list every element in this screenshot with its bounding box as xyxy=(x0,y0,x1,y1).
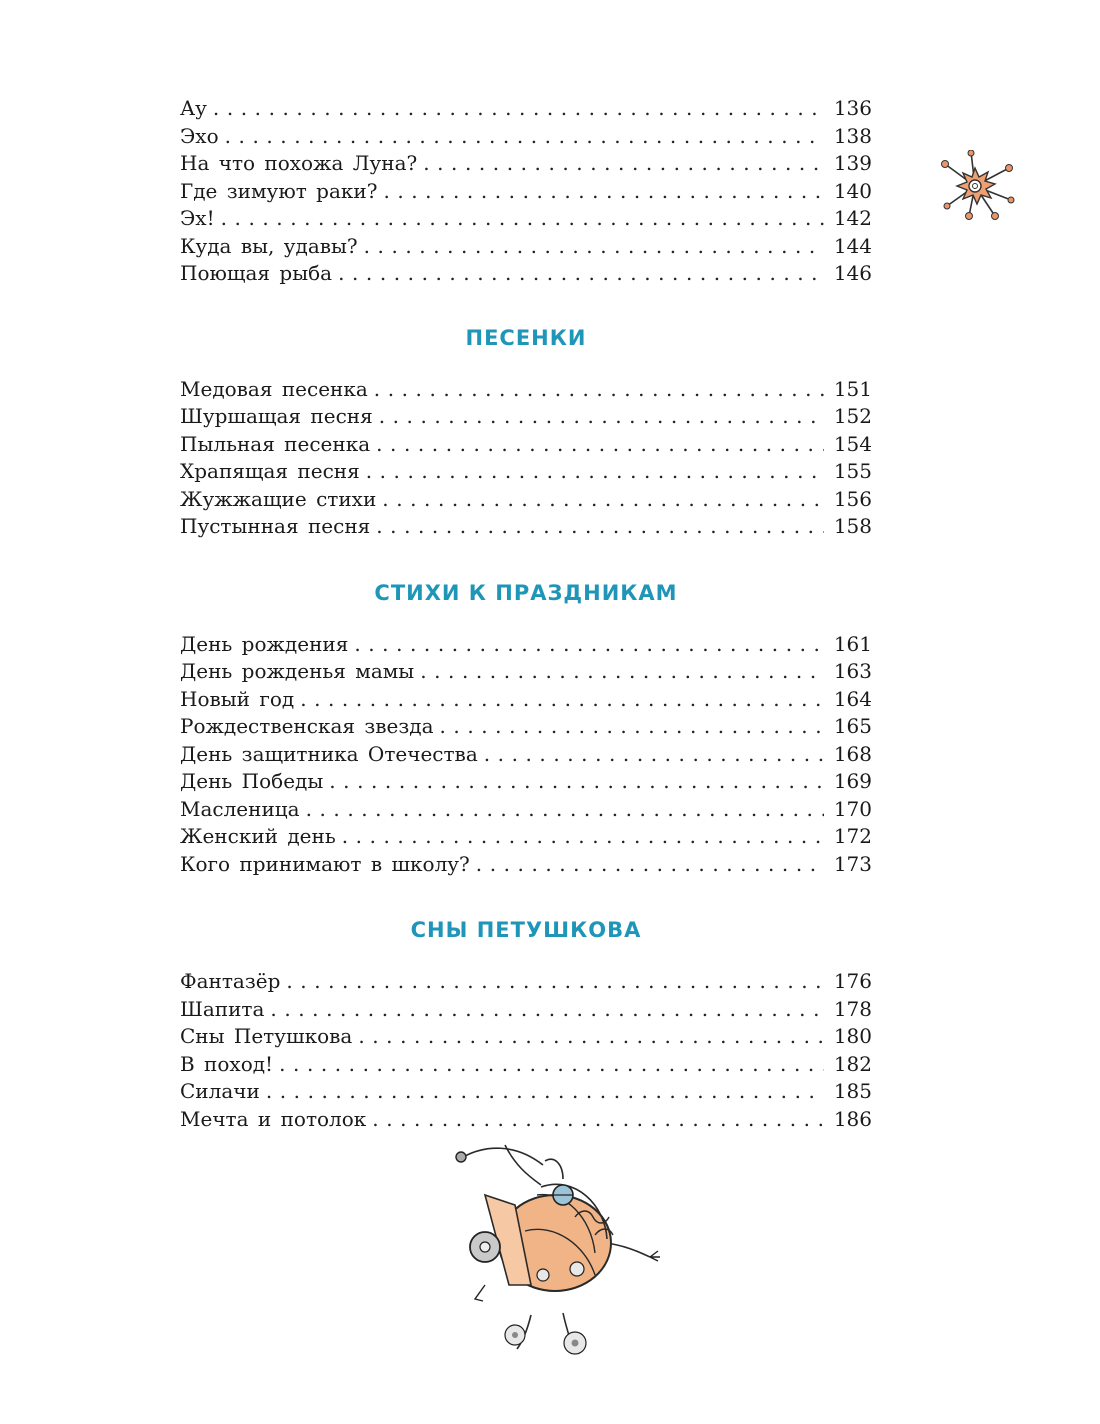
entry-page: 172 xyxy=(833,824,872,848)
toc-entry[interactable] xyxy=(180,206,872,234)
entry-page: 155 xyxy=(833,459,872,483)
toc-entry[interactable] xyxy=(180,659,872,687)
entry-page: 180 xyxy=(833,1024,872,1048)
entry-title: Рождественская звезда xyxy=(180,714,434,738)
entry-title: Шуршащая песня xyxy=(180,404,373,428)
entry-page: 182 xyxy=(833,1051,872,1076)
toc-entry[interactable] xyxy=(180,459,872,487)
section-heading: СТИХИ К ПРАЗДНИКАМ xyxy=(374,580,678,605)
toc-entry[interactable] xyxy=(180,404,872,432)
entry-title: Женский день xyxy=(180,824,336,848)
entry-title: День защитника Отечества xyxy=(180,741,478,766)
toc-entry[interactable] xyxy=(180,487,872,515)
entry-title: Медовая песенка xyxy=(180,376,368,401)
dot-leader xyxy=(266,1079,824,1103)
dot-leader xyxy=(376,514,824,538)
dot-leader xyxy=(306,797,824,821)
entry-title: День рожденья мамы xyxy=(180,659,415,683)
toc-entry[interactable] xyxy=(180,377,872,405)
entry-title: Шапита xyxy=(180,996,265,1021)
dot-leader xyxy=(420,659,824,683)
toc-section xyxy=(180,580,872,880)
toc-entry[interactable] xyxy=(180,632,872,660)
entry-page: 165 xyxy=(833,714,872,738)
toc-entry[interactable] xyxy=(180,261,872,289)
entry-title: Кого принимают в школу? xyxy=(180,851,470,876)
entry-title: Жужжащие стихи xyxy=(180,486,377,511)
toc-entry[interactable] xyxy=(180,514,872,542)
dot-leader xyxy=(221,206,824,230)
dot-leader xyxy=(374,377,824,401)
toc-entry[interactable] xyxy=(180,234,872,262)
entry-page: 140 xyxy=(833,178,872,203)
toc-entry[interactable] xyxy=(180,96,872,124)
toc-entry[interactable] xyxy=(180,432,872,460)
entry-title: День Победы xyxy=(180,769,324,793)
dot-leader xyxy=(286,969,824,993)
entry-title: Сны Петушкова xyxy=(180,1024,353,1048)
entry-page: 185 xyxy=(833,1079,872,1103)
entry-page: 139 xyxy=(833,151,872,175)
entry-page: 176 xyxy=(833,969,872,993)
entry-page: 161 xyxy=(833,631,872,656)
dot-leader xyxy=(382,487,824,511)
dot-leader xyxy=(423,151,824,175)
toc-entry[interactable] xyxy=(180,1107,872,1135)
entry-page: 156 xyxy=(833,486,872,511)
toc-entry[interactable] xyxy=(180,179,872,207)
toc-entry[interactable] xyxy=(180,1079,872,1107)
mechanical-bird-illustration xyxy=(445,1135,670,1365)
sun-doodle-icon xyxy=(935,150,1015,222)
dot-leader xyxy=(379,404,824,428)
entry-title: Где зимуют раки? xyxy=(180,178,378,203)
entry-page: 173 xyxy=(833,851,872,876)
dot-leader xyxy=(358,1024,824,1048)
entry-page: 186 xyxy=(833,1106,872,1131)
dot-leader xyxy=(279,1052,824,1076)
dot-leader xyxy=(484,742,824,766)
toc-entry[interactable] xyxy=(180,124,872,152)
entry-title: Новый год xyxy=(180,686,295,711)
entry-title: День рождения xyxy=(180,631,349,656)
entry-page: 170 xyxy=(833,796,872,821)
dot-leader xyxy=(376,432,824,456)
entry-title: На что похожа Луна? xyxy=(180,151,418,175)
dot-leader xyxy=(213,96,824,120)
toc-entry[interactable] xyxy=(180,151,872,179)
entry-title: Фантазёр xyxy=(180,969,281,993)
toc-section xyxy=(180,325,872,542)
toc-entry[interactable] xyxy=(180,1052,872,1080)
dot-leader xyxy=(440,714,825,738)
dot-leader xyxy=(364,234,824,258)
entry-title: Мечта и потолок xyxy=(180,1106,367,1131)
section-heading: СНЫ ПЕТУШКОВА xyxy=(410,918,642,942)
toc-entry[interactable] xyxy=(180,714,872,742)
entry-title: Храпящая песня xyxy=(180,459,360,483)
toc-entry[interactable] xyxy=(180,852,872,880)
entry-page: 138 xyxy=(833,123,872,148)
toc-entry[interactable] xyxy=(180,824,872,852)
dot-leader xyxy=(476,852,824,876)
entry-title: Поющая рыба xyxy=(180,261,333,285)
dot-leader xyxy=(372,1107,824,1131)
toc-section xyxy=(180,917,872,1134)
entry-page: 154 xyxy=(833,431,872,456)
entry-page: 152 xyxy=(833,404,872,428)
toc-entry[interactable] xyxy=(180,1024,872,1052)
entry-page: 146 xyxy=(833,261,872,285)
entry-page: 158 xyxy=(833,514,872,538)
dot-leader xyxy=(225,124,824,148)
dot-leader xyxy=(342,824,824,848)
entry-page: 163 xyxy=(833,659,872,683)
entry-title: Куда вы, удавы? xyxy=(180,233,358,258)
dot-leader xyxy=(329,769,824,793)
entry-title: В поход! xyxy=(180,1051,274,1076)
entry-page: 164 xyxy=(833,686,872,711)
dot-leader xyxy=(383,179,824,203)
entry-page: 144 xyxy=(833,233,872,258)
entry-title: Ау xyxy=(180,96,207,120)
table-of-contents xyxy=(180,96,872,1134)
toc-entry[interactable] xyxy=(180,687,872,715)
toc-section xyxy=(180,96,872,289)
toc-entry[interactable] xyxy=(180,797,872,825)
dot-leader xyxy=(300,687,824,711)
dot-leader xyxy=(366,459,824,483)
entry-page: 178 xyxy=(833,996,872,1021)
toc-entry[interactable] xyxy=(180,769,872,797)
entry-page: 142 xyxy=(833,206,872,230)
section-heading: ПЕСЕНКИ xyxy=(465,325,587,350)
entry-page: 168 xyxy=(833,741,872,766)
entry-title: Масленица xyxy=(180,796,300,821)
entry-title: Эх! xyxy=(180,206,215,230)
entry-page: 151 xyxy=(833,376,872,401)
entry-page: 136 xyxy=(833,96,872,120)
entry-title: Эхо xyxy=(180,123,219,148)
toc-entry[interactable] xyxy=(180,969,872,997)
toc-entry[interactable] xyxy=(180,742,872,770)
dot-leader xyxy=(354,632,824,656)
toc-entry[interactable] xyxy=(180,997,872,1025)
dot-leader xyxy=(338,261,824,285)
entry-title: Пустынная песня xyxy=(180,514,371,538)
entry-title: Силачи xyxy=(180,1079,260,1103)
dot-leader xyxy=(270,997,824,1021)
entry-title: Пыльная песенка xyxy=(180,431,371,456)
entry-page: 169 xyxy=(833,769,872,793)
